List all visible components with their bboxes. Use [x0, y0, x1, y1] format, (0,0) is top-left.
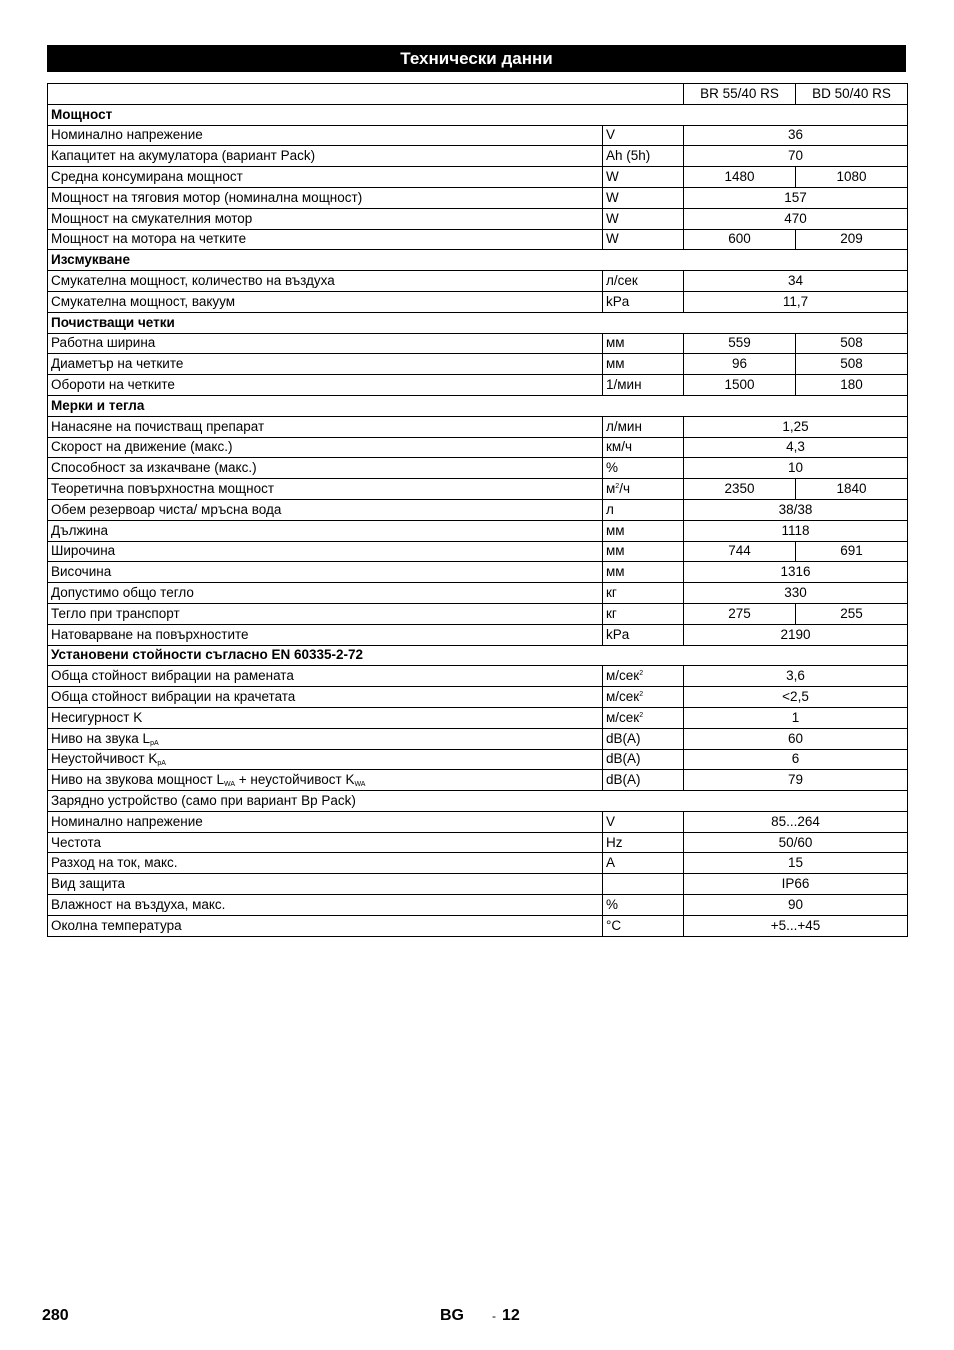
spec-unit	[603, 541, 684, 562]
unit-text: мм	[606, 356, 625, 372]
label-text: Номинално напрежение	[51, 127, 203, 143]
table-row	[48, 666, 908, 687]
value-shared: 36	[684, 125, 908, 146]
label-text: Широчина	[51, 543, 116, 559]
value-shared: 38/38	[684, 499, 908, 520]
table-row	[48, 895, 908, 916]
spec-label	[48, 915, 603, 936]
value-shared: 34	[684, 271, 908, 292]
unit-text: м	[606, 481, 616, 497]
section-heading: Мощност	[48, 104, 908, 125]
spec-unit	[603, 728, 684, 749]
value-shared: 85...264	[684, 811, 908, 832]
value-shared: 4,3	[684, 437, 908, 458]
label-text: Номинално напрежение	[51, 813, 203, 829]
value-br: 600	[684, 229, 796, 250]
spec-label	[48, 603, 603, 624]
model-header-bd: BD 50/40 RS	[796, 84, 908, 105]
spec-label	[48, 416, 603, 437]
spec-label	[48, 229, 603, 250]
unit-superscript: 2	[639, 711, 644, 719]
spec-unit	[603, 770, 684, 791]
spec-label	[48, 437, 603, 458]
spec-unit	[603, 520, 684, 541]
label-text: Мощност на тяговия мотор (номинална мощност)	[51, 189, 363, 205]
unit-text: л/сек	[606, 273, 638, 289]
unit-superscript: 2	[639, 691, 644, 698]
spec-unit	[603, 167, 684, 188]
technical-data-table	[47, 83, 908, 937]
spec-label	[48, 520, 603, 541]
value-shared: IP66	[684, 874, 908, 895]
label-text: Честота	[51, 834, 102, 850]
value-br: 559	[684, 333, 796, 354]
spec-unit	[603, 458, 684, 479]
unit-text: dB(A)	[606, 751, 641, 767]
unit-text: мм	[606, 564, 625, 580]
value-shared: 10	[684, 458, 908, 479]
spec-label	[48, 146, 603, 167]
value-shared: 330	[684, 583, 908, 604]
label-text: Способност за изкачване (макс.)	[51, 460, 257, 476]
label-text: Капацитет на акумулатора (вариант Pack)	[51, 148, 316, 164]
unit-text: л/мин	[606, 418, 642, 434]
spec-label	[48, 291, 603, 312]
unit-text: dB(A)	[606, 772, 641, 788]
section-heading: Установени стойности съгласно EN 60335-2-72	[48, 645, 908, 666]
spec-label	[48, 707, 603, 728]
section-heading: Почистващи четки	[48, 312, 908, 333]
spec-unit	[603, 125, 684, 146]
unit-text: Ah (5h)	[606, 148, 651, 164]
spec-label	[48, 208, 603, 229]
value-shared: 70	[684, 146, 908, 167]
table-row	[48, 915, 908, 936]
unit-superscript: 2	[639, 670, 644, 678]
unit-text: кг	[606, 605, 617, 621]
label-subscript: WA	[224, 781, 236, 789]
unit-text: V	[606, 127, 616, 143]
spec-unit	[603, 354, 684, 375]
label-text: Влажност на въздуха, макс.	[51, 896, 226, 912]
unit-text: kPa	[606, 293, 630, 309]
table-row	[48, 479, 908, 500]
table-row	[48, 499, 908, 520]
value-bd: 209	[796, 229, 908, 250]
spec-label	[48, 811, 603, 832]
value-shared: 60	[684, 728, 908, 749]
unit-text: км/ч	[606, 439, 632, 455]
value-bd: 508	[796, 354, 908, 375]
value-br: 2350	[684, 479, 796, 500]
table-row	[48, 229, 908, 250]
table-row	[48, 749, 908, 770]
table-row	[48, 770, 908, 791]
spec-unit	[603, 687, 684, 708]
spec-unit	[603, 853, 684, 874]
value-shared: 50/60	[684, 832, 908, 853]
unit-text: W	[606, 231, 619, 247]
spec-body	[48, 104, 908, 936]
label-text: Мощност на смукателния мотор	[51, 210, 253, 226]
spec-label	[48, 583, 603, 604]
label-text: Неустойчивост K	[51, 751, 158, 767]
model-header-br: BR 55/40 RS	[684, 84, 796, 105]
value-shared: 11,7	[684, 291, 908, 312]
spec-label	[48, 624, 603, 645]
unit-text: dB(A)	[606, 730, 641, 746]
value-shared: 79	[684, 770, 908, 791]
label-text: Несигурност K	[51, 709, 143, 725]
unit-text: °C	[606, 917, 622, 933]
unit-text: W	[606, 189, 619, 205]
unit-text: W	[606, 210, 619, 226]
label-text: Разход на ток, макс.	[51, 855, 178, 871]
label-subscript: pA	[150, 739, 159, 747]
value-bd: 255	[796, 603, 908, 624]
value-shared: 15	[684, 853, 908, 874]
spec-label	[48, 499, 603, 520]
spec-label	[48, 562, 603, 583]
label-text: Околна температура	[51, 917, 182, 933]
value-shared: 1	[684, 707, 908, 728]
label-text: Обороти на четките	[51, 377, 175, 393]
label-text: Ниво на звука L	[51, 730, 151, 746]
unit-text: м/сек	[606, 689, 640, 704]
unit-text: %	[606, 896, 619, 912]
label-text: Вид защита	[51, 876, 126, 892]
spec-unit	[603, 479, 684, 500]
label-text: Нанасяне на почистващ препарат	[51, 418, 265, 434]
label-text: Допустимо общо тегло	[51, 585, 194, 601]
section-row	[48, 104, 908, 125]
value-shared: 157	[684, 187, 908, 208]
table-row	[48, 874, 908, 895]
unit-text: мм	[606, 543, 625, 559]
spec-unit	[603, 603, 684, 624]
label-text: Смукателна мощност, количество на въздуха	[51, 273, 335, 289]
unit-text: V	[606, 813, 616, 829]
spec-label	[48, 895, 603, 916]
page-title: Технически данни	[47, 45, 906, 72]
label-text: Обща стойност вибрации на рамената	[51, 668, 294, 684]
table-row	[48, 437, 908, 458]
section-row	[48, 645, 908, 666]
label-text: Смукателна мощност, вакуум	[51, 293, 236, 309]
spec-label	[48, 354, 603, 375]
table-row	[48, 832, 908, 853]
footer-separator: -	[492, 1309, 496, 1323]
unit-text: м/сек	[606, 668, 640, 684]
table-row	[48, 853, 908, 874]
label-subscript: pA	[157, 760, 166, 768]
value-shared: 1118	[684, 520, 908, 541]
value-bd: 1840	[796, 479, 908, 500]
unit-text: л	[606, 501, 614, 517]
table-row	[48, 271, 908, 292]
spec-label	[48, 333, 603, 354]
spec-unit	[603, 915, 684, 936]
table-row	[48, 811, 908, 832]
table-row	[48, 187, 908, 208]
label-text: Дължина	[51, 522, 108, 538]
table-row	[48, 208, 908, 229]
label-text: Мощност на мотора на четките	[51, 231, 247, 247]
label-text: Натоварване на повърхностите	[51, 626, 249, 642]
model-header-row	[48, 84, 908, 105]
spec-unit	[603, 375, 684, 396]
table-row	[48, 687, 908, 708]
unit-text: W	[606, 169, 619, 185]
label-text: Обща стойност вибрации на крачетата	[51, 689, 296, 704]
value-br: 1480	[684, 167, 796, 188]
label-text-continued: + неустойчивост K	[235, 772, 355, 788]
spec-label	[48, 728, 603, 749]
spec-unit	[603, 187, 684, 208]
spec-label	[48, 770, 603, 791]
unit-text: мм	[606, 335, 625, 351]
unit-text: %	[606, 460, 619, 476]
spec-label	[48, 125, 603, 146]
table-row	[48, 167, 908, 188]
label-text: Диаметър на четките	[51, 356, 184, 372]
value-shared: <2,5	[684, 687, 908, 708]
spec-unit	[603, 229, 684, 250]
table-row	[48, 520, 908, 541]
value-shared: 1,25	[684, 416, 908, 437]
value-shared: 2190	[684, 624, 908, 645]
value-shared: 1316	[684, 562, 908, 583]
spec-label	[48, 375, 603, 396]
spec-label	[48, 187, 603, 208]
unit-text: 1/мин	[606, 377, 642, 393]
spec-label	[48, 458, 603, 479]
value-bd: 691	[796, 541, 908, 562]
unit-text-tail: /ч	[619, 481, 630, 497]
unit-text: kPa	[606, 626, 630, 642]
value-shared: 470	[684, 208, 908, 229]
label-subscript: WA	[354, 781, 366, 789]
unit-text: кг	[606, 585, 617, 601]
spec-label	[48, 853, 603, 874]
unit-text: м/сек	[606, 709, 640, 725]
spec-unit	[603, 583, 684, 604]
spec-unit	[603, 562, 684, 583]
label-text: Работна ширина	[51, 335, 156, 351]
section-heading: Мерки и тегла	[48, 395, 908, 416]
spec-unit	[603, 895, 684, 916]
label-text: Скорост на движение (макс.)	[51, 439, 233, 455]
value-shared: 90	[684, 895, 908, 916]
spec-unit	[603, 499, 684, 520]
spec-label	[48, 874, 603, 895]
table-row	[48, 125, 908, 146]
spec-unit	[603, 811, 684, 832]
unit-text: A	[606, 855, 616, 871]
spec-unit	[603, 707, 684, 728]
unit-text: Hz	[606, 834, 623, 850]
value-bd: 1080	[796, 167, 908, 188]
table-row	[48, 728, 908, 749]
label-text: Височина	[51, 564, 112, 580]
table-row	[48, 291, 908, 312]
spec-unit	[603, 146, 684, 167]
spec-label	[48, 479, 603, 500]
spec-unit	[603, 832, 684, 853]
label-text: Средна консумирана мощност	[51, 169, 243, 185]
table-row	[48, 375, 908, 396]
spec-unit	[603, 416, 684, 437]
spec-label	[48, 271, 603, 292]
spec-unit	[603, 749, 684, 770]
table-row	[48, 458, 908, 479]
table-row	[48, 791, 908, 812]
value-br: 275	[684, 603, 796, 624]
table-row	[48, 416, 908, 437]
section-row	[48, 312, 908, 333]
local-page-number: 12	[502, 1307, 520, 1324]
value-shared: 3,6	[684, 666, 908, 687]
spec-label	[48, 687, 603, 708]
value-bd: 508	[796, 333, 908, 354]
section-row	[48, 250, 908, 271]
spec-unit	[603, 291, 684, 312]
spec-unit	[603, 437, 684, 458]
spec-unit	[603, 333, 684, 354]
spec-unit	[603, 874, 684, 895]
table-row	[48, 541, 908, 562]
unit-superscript: 2	[615, 483, 620, 491]
table-row	[48, 146, 908, 167]
spec-label	[48, 167, 603, 188]
value-br: 1500	[684, 375, 796, 396]
table-row	[48, 624, 908, 645]
spec-label	[48, 666, 603, 687]
spec-unit	[603, 624, 684, 645]
spec-unit	[603, 208, 684, 229]
section-heading: Изсмукване	[48, 250, 908, 271]
spec-label	[48, 832, 603, 853]
label-text: Ниво на звукова мощност L	[51, 772, 224, 788]
spec-unit	[603, 666, 684, 687]
spec-label	[48, 749, 603, 770]
header-blank-cell	[48, 84, 684, 105]
value-shared: +5...+45	[684, 915, 908, 936]
value-br: 96	[684, 354, 796, 375]
label-text: Тегло при транспорт	[51, 605, 180, 621]
value-shared: 6	[684, 749, 908, 770]
group-heading: Зарядно устройство (само при вариант Bp Pack)	[48, 791, 908, 812]
table-row	[48, 707, 908, 728]
table-row	[48, 583, 908, 604]
unit-text: мм	[606, 522, 625, 538]
spec-label	[48, 541, 603, 562]
table-row	[48, 354, 908, 375]
spec-unit	[603, 271, 684, 292]
value-br: 744	[684, 541, 796, 562]
value-bd: 180	[796, 375, 908, 396]
table-row	[48, 603, 908, 624]
page-number: 280	[42, 1307, 69, 1324]
label-text: Обем резервоар чиста/ мръсна вода	[51, 501, 282, 517]
language-code: BG	[440, 1307, 464, 1324]
table-row	[48, 562, 908, 583]
label-text: Теоретична повърхностна мощност	[51, 481, 275, 497]
table-row	[48, 333, 908, 354]
section-row	[48, 395, 908, 416]
